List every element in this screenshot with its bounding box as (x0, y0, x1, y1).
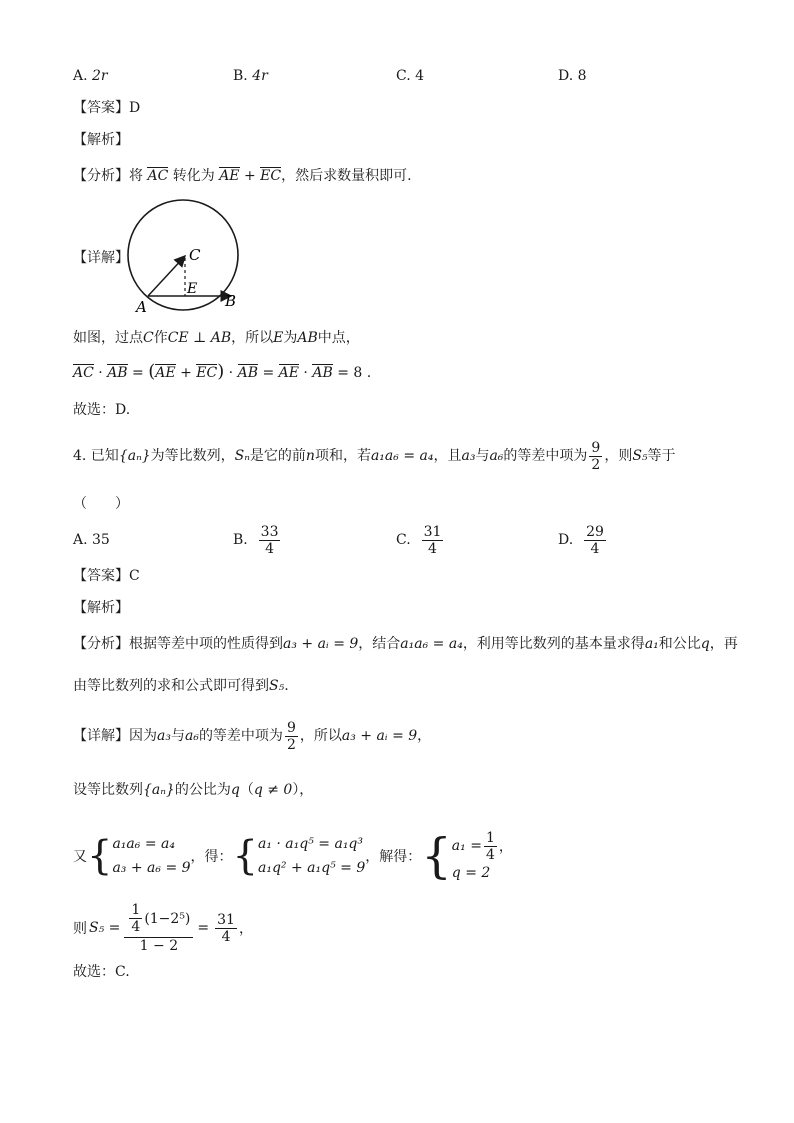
q4-option-b: B. $\frac{33}{4}$ (233, 523, 279, 557)
q3-analysis: 【分析】将 AC 转化为 AE + EC，然后求数量积即可. (73, 168, 412, 184)
q4-option-a: A. 35 (73, 532, 110, 548)
q3-answer: 【答案】D (73, 100, 141, 116)
q3-option-d: D. 8 (558, 68, 587, 84)
q4-answer: 【答案】C (73, 568, 140, 584)
label-a: A (136, 298, 147, 316)
vector-ae: AE (219, 168, 240, 184)
circle (128, 200, 238, 310)
q4-set-q: 设等比数列{aₙ}的公比为q（q ≠ 0）， (73, 782, 314, 798)
q3-option-c: C. 4 (396, 68, 425, 84)
q3-option-b: B. 4r (233, 68, 268, 84)
q4-option-c: C. $\frac{31}{4}$ (396, 523, 442, 557)
q3-detail-line1: 如图，过点C作CE ⊥ AB，所以E为AB中点， (73, 330, 360, 346)
q3-conclusion: 故选：D. (73, 402, 131, 418)
q4-sum: 则 S₅ = $\frac{1}{4}$ (1−2⁵) 1 − 2 = $\frac{31}{4}$ ， (73, 902, 253, 954)
q4-option-d: D. $\frac{29}{4}$ (558, 523, 604, 557)
q4-analysis-line2: 由等比数列的求和公式即可得到S₅. (73, 678, 289, 694)
q3-option-a: A. 2r (73, 68, 108, 84)
label-b: B (225, 292, 237, 310)
q4-stem: 4. 已知 {aₙ} 为等比数列， Sₙ 是它的前 n 项和，若 a₁a₆ = a₄ ，且 a₃ 与 a₆ 的等差中项为 $\frac{9}{2}$ ，则 S₅ 等于 (73, 439, 676, 473)
q4-analysis-line1: 【分析】根据等差中项的性质得到a₃ + aᵢ = 9，结合a₁a₆ = a₄，利用等比数列的基本量求得a₁和公比q，再 (73, 636, 738, 652)
q3-detail-line2: AC · AB = (AE + EC) · AB = AE · AB = 8 . (73, 361, 372, 382)
q4-system: 又 { a₁a₆ = a₄ a₃ + a₆ = 9 ，得： { a₁ · a₁q⁵ = a₁q³ a₁q² + a₁q⁵ = 9 ，解得： { a₁ = $\frac{1}{4}$ ， q = 2 (73, 828, 513, 884)
vector-ac: AC (147, 168, 169, 184)
circle-figure (125, 198, 245, 318)
vector-ec: EC (260, 168, 282, 184)
q3-jiexi-label: 【解析】 (73, 132, 129, 148)
q4-detail: 【详解】 因为 a₃ 与 a₆ 的等差中项为 $\frac{9}{2}$ ，所以 a₃ + aᵢ = 9 ， (73, 719, 432, 753)
q3-detail-label: 【详解】 (73, 250, 129, 266)
q4-jiexi-label: 【解析】 (73, 600, 129, 616)
label-c: C (189, 246, 201, 264)
q4-conclusion: 故选：C. (73, 964, 130, 980)
label-e: E (187, 281, 198, 297)
vector-ac-line (148, 256, 185, 296)
q4-paren: （ ） (73, 496, 129, 512)
fraction-9-2: $\frac{9}{2}$ (591, 439, 601, 473)
